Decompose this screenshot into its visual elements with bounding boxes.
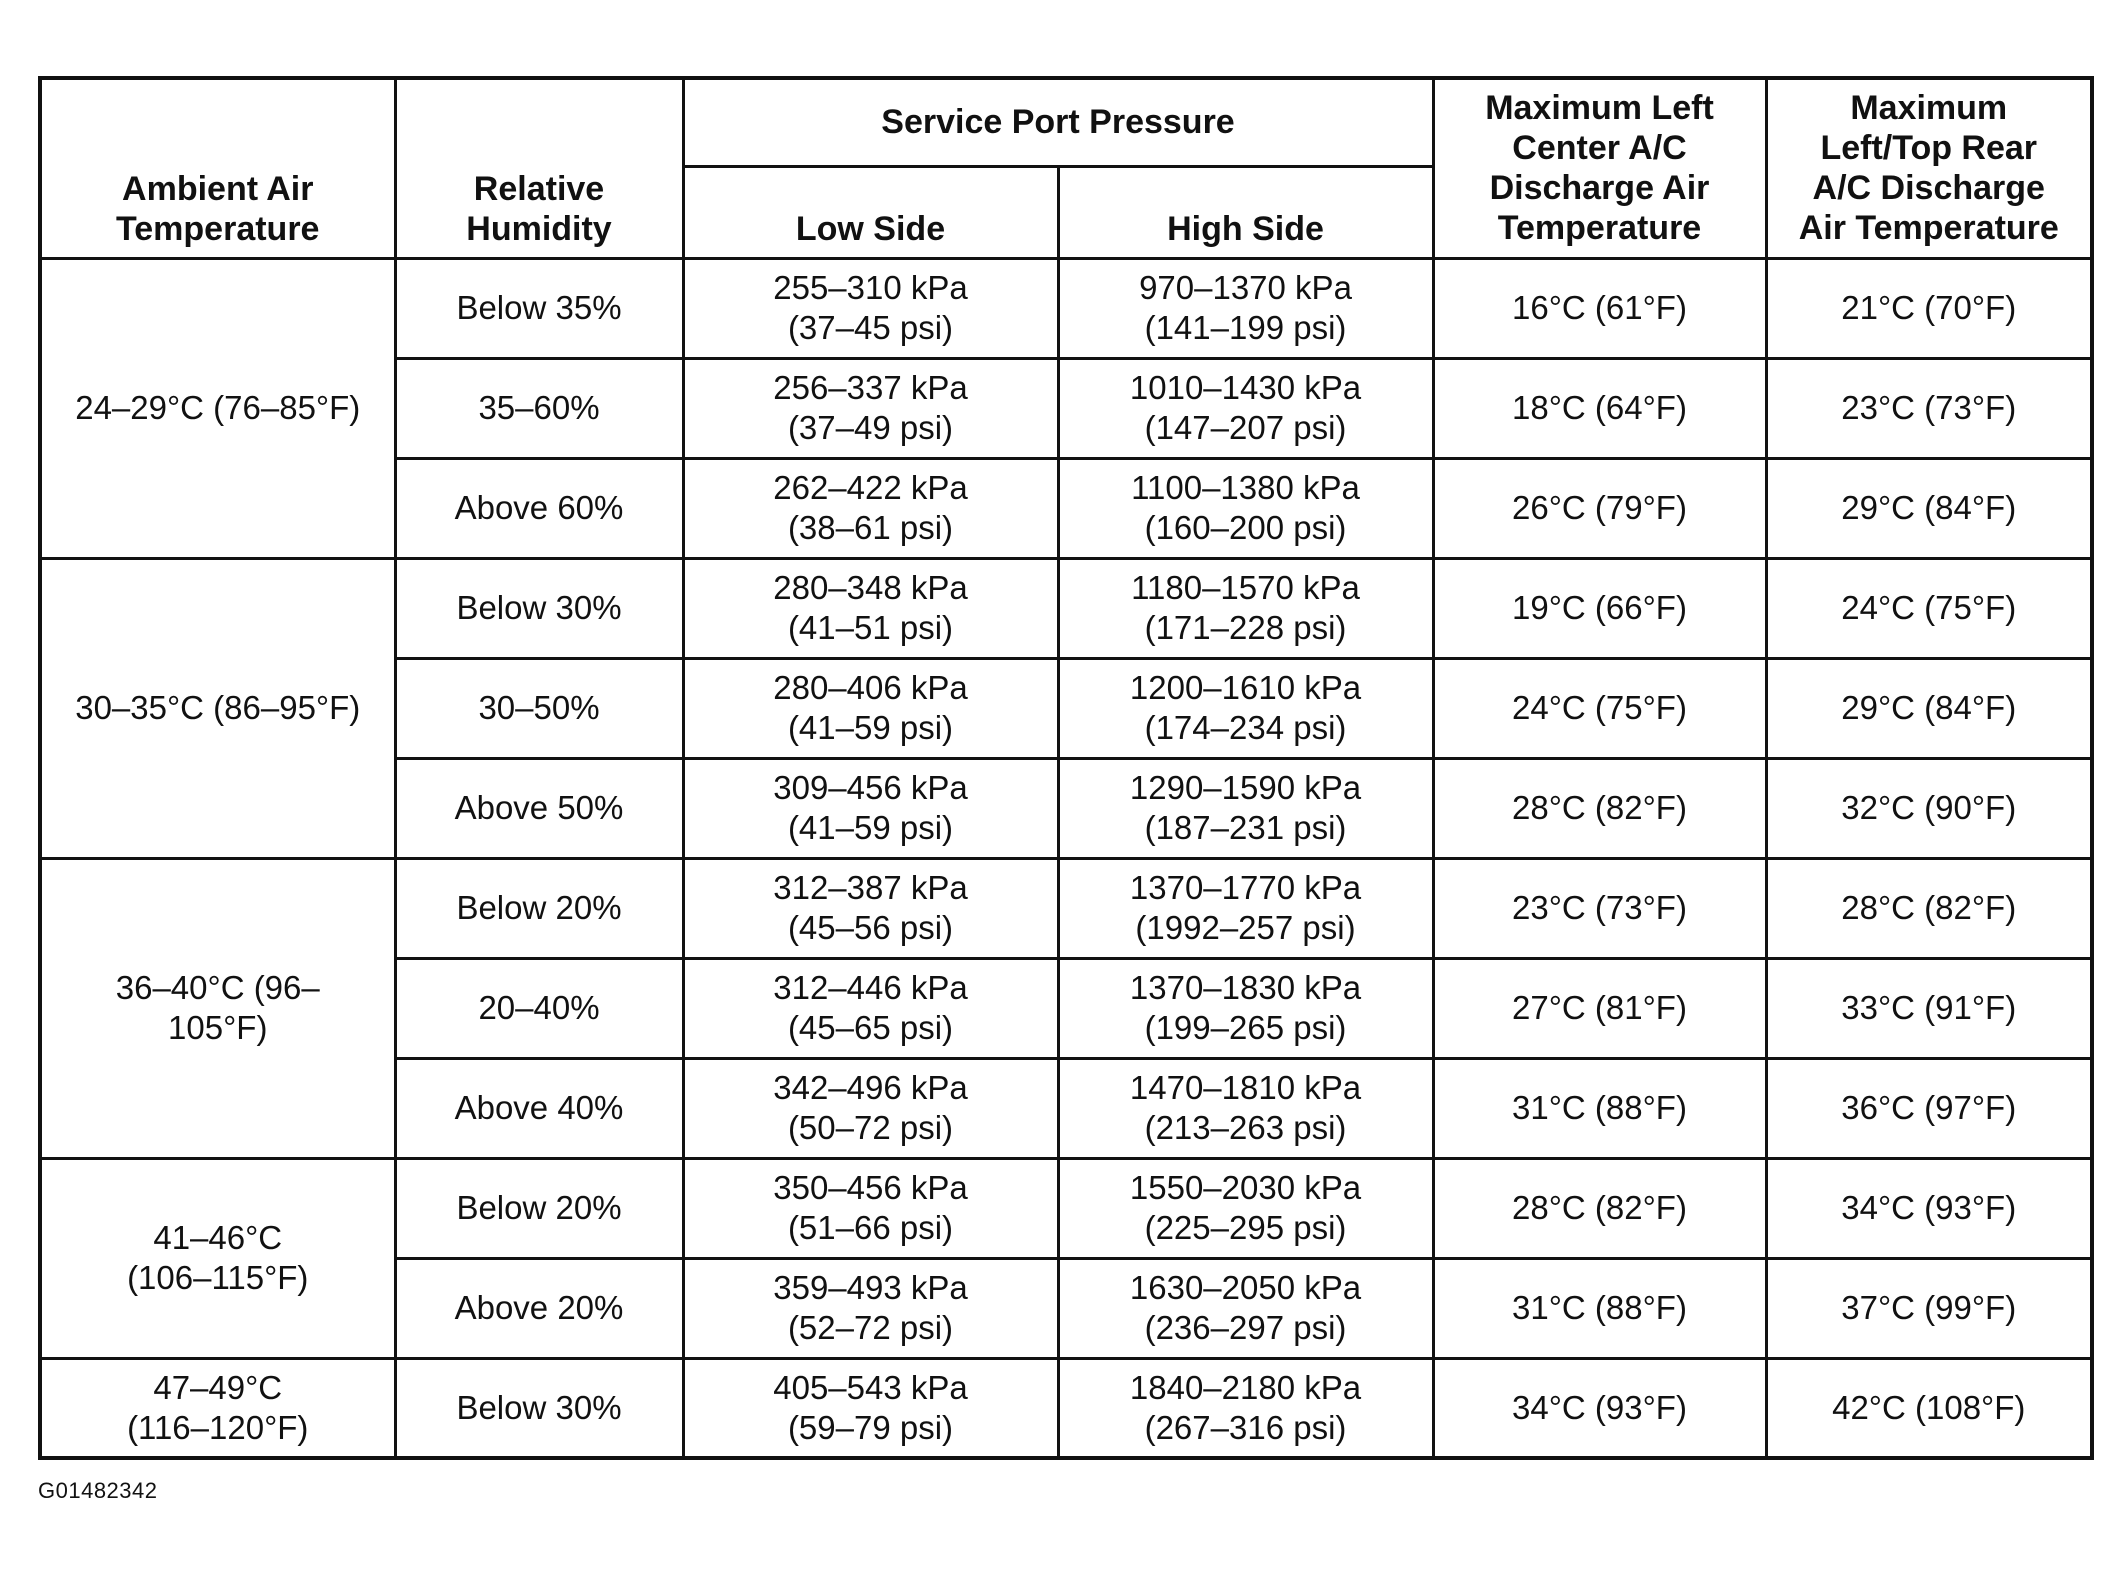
header-line: Left/Top Rear [1820,129,2038,168]
max-left-top-rear-discharge-header [1766,78,2092,258]
table-row [40,1158,2092,1258]
cell-line: 1550–2030 kPa [1129,1169,1362,1206]
left-center-discharge-cell: 24°C (75°F) [1433,658,1766,758]
header-line: Ambient Air [122,169,314,208]
left-center-discharge-cell: 28°C (82°F) [1433,1158,1766,1258]
high-side-pressure-cell [1058,958,1433,1058]
cell-line: 262–422 kPa [773,469,968,506]
high-side-pressure-cell [1058,1258,1433,1358]
humidity-cell: Above 40% [395,1058,683,1158]
cell-line: (45–65 psi) [787,1009,954,1046]
left-top-rear-discharge-cell: 21°C (70°F) [1766,258,2092,358]
cell-line: 36–40°C (96– [115,969,320,1006]
ac-performance-table [38,76,2094,1460]
cell-line: (267–316 psi) [1144,1408,1347,1446]
high-side-pressure-cell [1058,1358,1433,1458]
humidity-cell: Below 30% [395,1358,683,1458]
header-line: Center A/C [1512,129,1687,168]
left-top-rear-discharge-cell: 23°C (73°F) [1766,358,2092,458]
cell-line: (59–79 psi) [787,1408,954,1446]
low-side-pressure-cell [683,1158,1058,1258]
left-center-discharge-cell: 18°C (64°F) [1433,358,1766,458]
high-side-header: High Side [1058,166,1433,258]
cell-line: 1630–2050 kPa [1129,1269,1362,1306]
low-side-pressure-cell [683,858,1058,958]
cell-line: (37–49 psi) [787,409,954,446]
low-side-pressure-cell [683,1058,1058,1158]
cell-line: (106–115°F) [127,1259,309,1296]
low-side-pressure-cell [683,458,1058,558]
ambient-temperature-cell [40,1358,395,1458]
header-line: Maximum Left [1485,89,1714,128]
cell-line: 350–456 kPa [773,1169,968,1206]
high-side-pressure-cell [1058,258,1433,358]
table-row [40,558,2092,658]
cell-line: 1370–1830 kPa [1129,969,1362,1006]
humidity-cell: Above 20% [395,1258,683,1358]
header-line: Humidity [466,209,612,248]
humidity-cell: Below 35% [395,258,683,358]
table-body [40,258,2092,1458]
humidity-cell: Above 60% [395,458,683,558]
cell-line: (213–263 psi) [1144,1109,1347,1146]
low-side-pressure-cell [683,1358,1058,1458]
cell-line: (1992–257 psi) [1135,909,1356,946]
cell-line: (147–207 psi) [1144,409,1347,446]
cell-line: (50–72 psi) [787,1109,954,1146]
cell-line: 47–49°C [153,1368,283,1406]
high-side-pressure-cell [1058,758,1433,858]
cell-line: 1290–1590 kPa [1129,769,1362,806]
cell-line: (171–228 psi) [1144,609,1347,646]
left-top-rear-discharge-cell: 37°C (99°F) [1766,1258,2092,1358]
header-line: A/C Discharge [1812,169,2045,208]
low-side-header: Low Side [683,166,1058,258]
header-line: Air Temperature [1798,209,2059,248]
left-center-discharge-cell: 26°C (79°F) [1433,458,1766,558]
left-top-rear-discharge-cell: 34°C (93°F) [1766,1158,2092,1258]
high-side-pressure-cell [1058,558,1433,658]
cell-line: (41–59 psi) [787,809,954,846]
humidity-cell: 30–50% [395,658,683,758]
left-center-discharge-cell: 34°C (93°F) [1433,1358,1766,1458]
figure-code: G01482342 [38,1478,158,1503]
header-line: Discharge Air [1489,169,1710,208]
high-side-pressure-cell [1058,1058,1433,1158]
cell-line: 280–406 kPa [773,669,968,706]
low-side-pressure-cell [683,358,1058,458]
cell-line: (160–200 psi) [1144,509,1347,546]
header-line: Relative [473,169,605,208]
cell-line: 105°F) [168,1009,268,1046]
header-line: Maximum [1850,89,2008,128]
left-top-rear-discharge-cell: 36°C (97°F) [1766,1058,2092,1158]
low-side-pressure-cell [683,758,1058,858]
cell-line: 1100–1380 kPa [1131,469,1360,506]
ambient-temperature-cell [40,858,395,1158]
header-row-top [40,78,2092,166]
cell-line: 255–310 kPa [773,269,968,306]
cell-line: 359–493 kPa [773,1269,968,1306]
cell-line: 30–35°C (86–95°F) [75,689,361,726]
left-center-discharge-cell: 31°C (88°F) [1433,1058,1766,1158]
cell-line: (116–120°F) [127,1408,309,1446]
cell-line: 970–1370 kPa [1139,269,1352,306]
cell-line: (41–51 psi) [787,609,954,646]
cell-line: 312–387 kPa [773,869,968,906]
left-center-discharge-cell: 16°C (61°F) [1433,258,1766,358]
cell-line: 1200–1610 kPa [1129,669,1362,706]
header-line: Service Port Pressure [881,103,1235,142]
humidity-cell: Below 20% [395,1158,683,1258]
low-side-pressure-cell [683,258,1058,358]
left-top-rear-discharge-cell: 33°C (91°F) [1766,958,2092,1058]
ambient-temperature-cell [40,558,395,858]
left-center-discharge-cell: 19°C (66°F) [1433,558,1766,658]
service-port-pressure-header [683,78,1433,166]
humidity-cell: Below 30% [395,558,683,658]
cell-line: 1180–1570 kPa [1131,569,1360,606]
cell-line: (141–199 psi) [1144,309,1347,346]
cell-line: 256–337 kPa [773,369,968,406]
high-side-pressure-cell [1058,858,1433,958]
cell-line: 280–348 kPa [773,569,968,606]
left-top-rear-discharge-cell: 29°C (84°F) [1766,658,2092,758]
cell-line: (187–231 psi) [1144,809,1347,846]
high-side-pressure-cell [1058,1158,1433,1258]
cell-line: 1010–1430 kPa [1129,369,1362,406]
cell-line: 41–46°C [153,1219,283,1256]
cell-line: 24–29°C (76–85°F) [75,389,361,426]
high-side-pressure-cell [1058,658,1433,758]
humidity-cell: 20–40% [395,958,683,1058]
table-row [40,1358,2092,1458]
high-side-pressure-cell [1058,358,1433,458]
cell-line: 309–456 kPa [773,769,968,806]
cell-line: (174–234 psi) [1144,709,1347,746]
table-row [40,858,2092,958]
left-top-rear-discharge-cell: 24°C (75°F) [1766,558,2092,658]
cell-line: 342–496 kPa [773,1069,968,1106]
left-top-rear-discharge-cell: 42°C (108°F) [1766,1358,2092,1458]
table-row [40,258,2092,358]
left-center-discharge-cell: 31°C (88°F) [1433,1258,1766,1358]
relative-humidity-header [395,78,683,258]
cell-line: (41–59 psi) [787,709,954,746]
left-center-discharge-cell: 23°C (73°F) [1433,858,1766,958]
cell-line: (38–61 psi) [787,509,954,546]
low-side-pressure-cell [683,958,1058,1058]
left-center-discharge-cell: 27°C (81°F) [1433,958,1766,1058]
left-center-discharge-cell: 28°C (82°F) [1433,758,1766,858]
left-top-rear-discharge-cell: 32°C (90°F) [1766,758,2092,858]
cell-line: (51–66 psi) [787,1209,954,1246]
header-line: Temperature [116,209,320,248]
cell-line: 312–446 kPa [773,969,968,1006]
cell-line: (52–72 psi) [787,1309,954,1346]
cell-line: (236–297 psi) [1144,1309,1347,1346]
cell-line: (37–45 psi) [787,309,954,346]
humidity-cell: 35–60% [395,358,683,458]
left-top-rear-discharge-cell: 28°C (82°F) [1766,858,2092,958]
cell-line: 1370–1770 kPa [1129,869,1362,906]
humidity-cell: Below 20% [395,858,683,958]
table-header [40,78,2092,258]
cell-line: 1470–1810 kPa [1129,1069,1362,1106]
high-side-pressure-cell [1058,458,1433,558]
humidity-cell: Above 50% [395,758,683,858]
ambient-air-temperature-header [40,78,395,258]
cell-line: (225–295 psi) [1144,1209,1347,1246]
low-side-pressure-cell [683,558,1058,658]
max-left-center-discharge-header [1433,78,1766,258]
low-side-pressure-cell [683,1258,1058,1358]
cell-line: 405–543 kPa [773,1368,968,1406]
cell-line: 1840–2180 kPa [1129,1368,1362,1406]
left-top-rear-discharge-cell: 29°C (84°F) [1766,458,2092,558]
header-line: Temperature [1497,209,1702,248]
ambient-temperature-cell [40,258,395,558]
cell-line: (199–265 psi) [1144,1009,1347,1046]
cell-line: (45–56 psi) [787,909,954,946]
low-side-pressure-cell [683,658,1058,758]
ambient-temperature-cell [40,1158,395,1358]
